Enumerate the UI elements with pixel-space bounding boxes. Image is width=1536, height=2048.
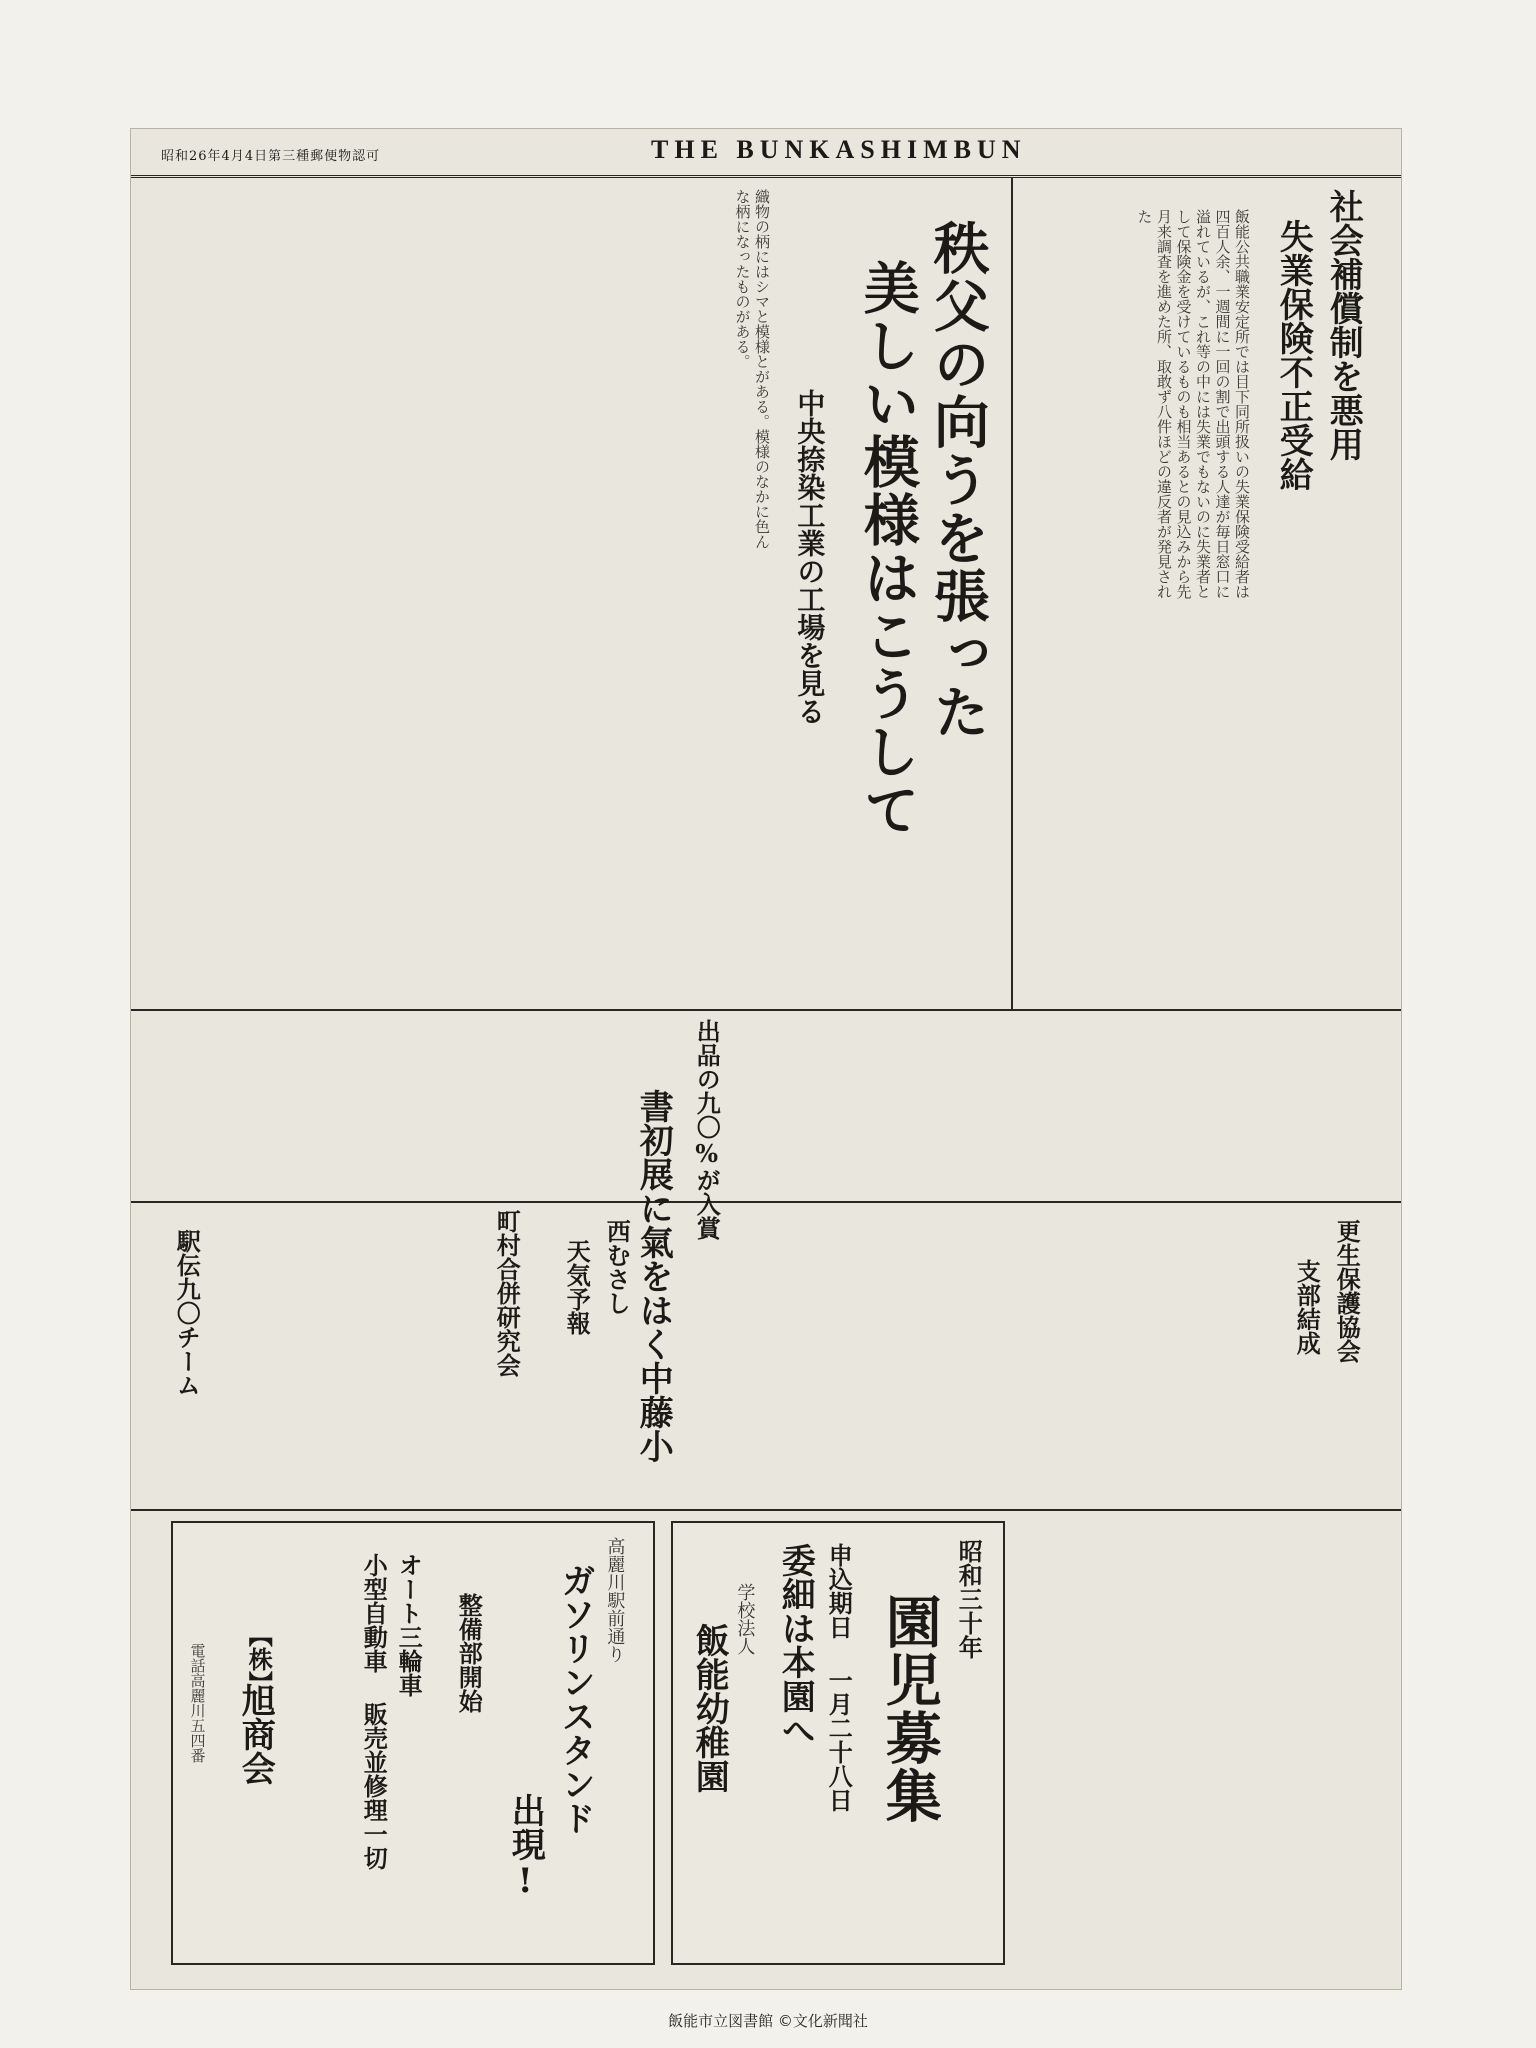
divider xyxy=(131,1009,1401,1011)
gas-kabu: 【株】 xyxy=(244,1623,274,1695)
weather-headline-1: 西むさし xyxy=(602,1219,632,1315)
kosei-headline-2: 支部結成 xyxy=(1292,1259,1322,1355)
insurance-headline-2: 失業保険不正受給 xyxy=(1273,219,1314,491)
insurance-headline-1: 社会補償制を悪用 xyxy=(1323,189,1364,461)
paper-title: THE BUNKASHIMBUN xyxy=(651,135,1027,164)
divider xyxy=(131,1509,1401,1511)
chichibu-body: 織物の柄にはシマと模様とがある。模様のなかに色んな柄になったものがある。 xyxy=(733,189,771,549)
postal-notice: 昭和26年4月4日第三種郵便物認可 xyxy=(161,149,381,164)
gas-company: 旭商会 xyxy=(235,1683,276,1785)
newspaper-page xyxy=(130,128,1402,1990)
gas-dept: 整備部開始 xyxy=(454,1593,484,1713)
shodo-headline-2: 書初展に氣をはく中藤小 xyxy=(633,1089,674,1463)
page-footer: 飯能市立図書館 ©文化新聞社 xyxy=(668,2012,868,2030)
gappei-headline: 町村合併研究会 xyxy=(492,1209,522,1377)
ad-title: 園児募集 xyxy=(876,1593,943,1825)
ekiden-headline: 駅伝九〇チーム xyxy=(172,1229,202,1397)
ad-period: 申込期日 一月二十八日 xyxy=(824,1543,854,1812)
insurance-body: 飯能公共職業安定所では目下同所扱いの失業保険受給者は四百人余、一週間に一回の割で出頭する人達が毎日窓口に溢れているが、これ等の中には失業でもないのに失業者として保険金を受けているものも相当あるとの見込みから先月来調査を進めた所、取敢ず八件ほどの違反者が発見された xyxy=(1135,209,1251,599)
chichibu-headline-1: 秩父の向うを張った xyxy=(924,219,991,741)
ad-era: 昭和三十年 xyxy=(954,1539,984,1659)
weather-headline-2: 天気予報 xyxy=(562,1239,592,1335)
kindergarten-ad xyxy=(671,1521,1005,1965)
gas-line2: 小型自動車 販売並修理一切 xyxy=(359,1553,389,1870)
masthead xyxy=(131,129,1401,178)
gas-location: 高麗川駅前通り xyxy=(604,1537,626,1663)
ad-corp: 学校法人 xyxy=(734,1583,756,1655)
gas-exclaim: 出現! xyxy=(505,1793,546,1901)
gas-station-ad xyxy=(171,1521,655,1965)
kosei-headline-1: 更生保護協会 xyxy=(1332,1219,1362,1363)
shodo-headline-1: 出品の九〇%が入賞 xyxy=(692,1019,722,1240)
chichibu-headline-2: 美しい模様はこうして xyxy=(854,259,921,839)
chichibu-subhead: 中央捺染工業の工場を見る xyxy=(793,389,827,725)
ad-detail: 委細は本園へ xyxy=(775,1543,816,1747)
divider xyxy=(1011,177,1013,1009)
gas-title: ガソリンスタンド xyxy=(555,1563,596,1835)
divider xyxy=(131,1201,1401,1203)
gas-line1: オート三輪車 xyxy=(394,1553,424,1697)
gas-tel: 電話高麗川五四番 xyxy=(188,1643,207,1763)
ad-name: 飯能幼稚園 xyxy=(689,1623,730,1793)
